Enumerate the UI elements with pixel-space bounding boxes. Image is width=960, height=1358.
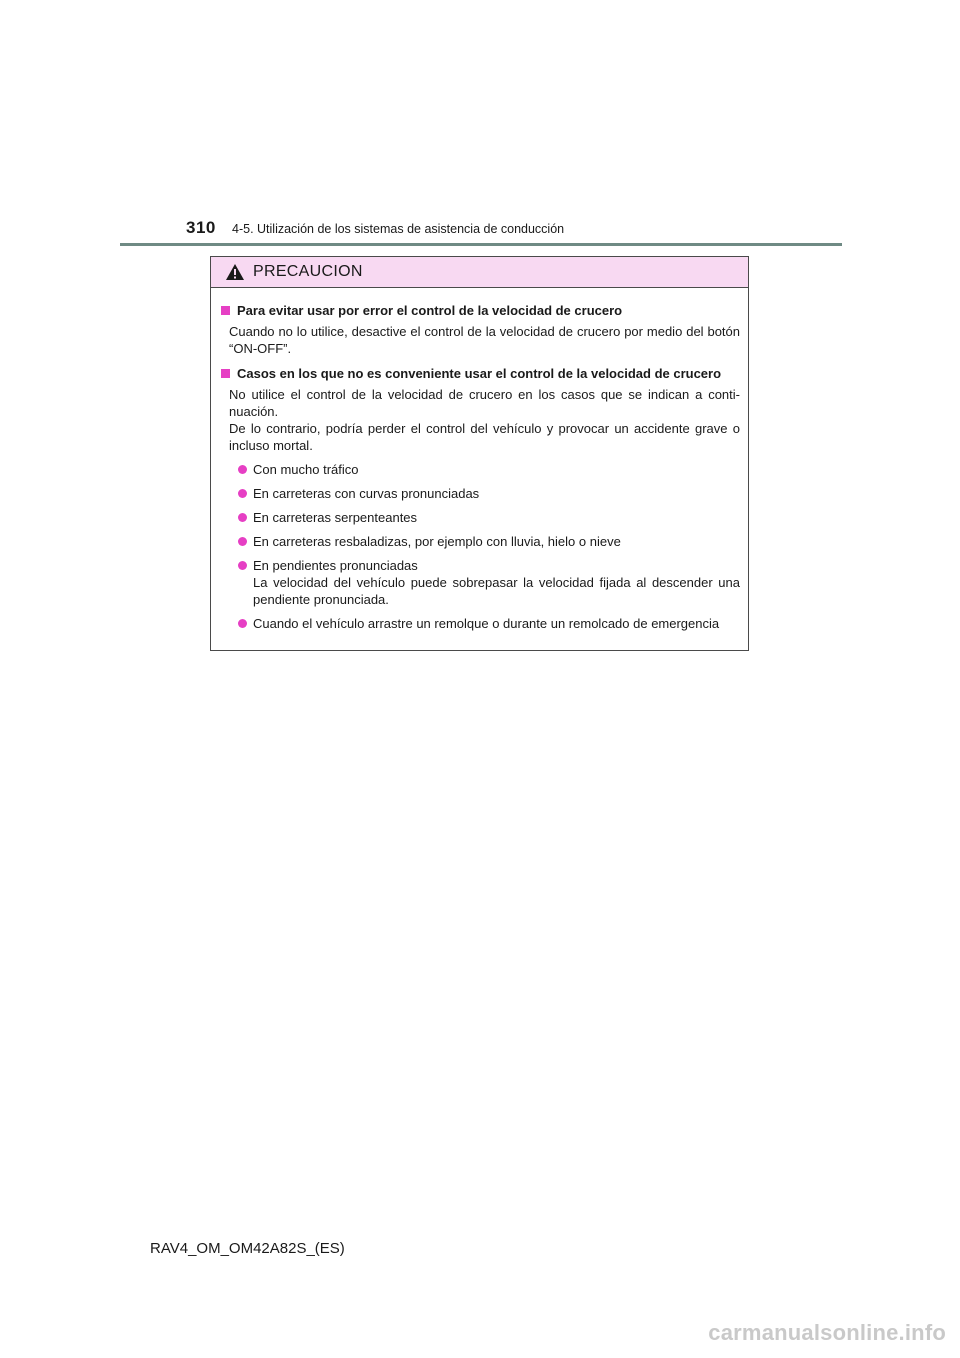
caution-body [211,288,748,632]
warning-triangle-icon [225,263,245,281]
caution-paragraph-1: Cuando no lo utilice, desactive el control de la velocidad de crucero por medio del botón “ON-OFF”. [229,324,740,356]
list-item-detail: La velocidad del vehículo puede sobrepasar la velocidad fijada al descender una pendiente pronunciada. [253,575,740,607]
paragraph-line: No utilice el control de la velocidad de crucero en los casos que se indican a conti-nuación. [229,387,740,419]
document-code: RAV4_OM_OM42A82S_(ES) [150,1240,345,1257]
dot-bullet [238,619,247,628]
heading-text: Casos en los que no es conveniente usar el control de la velocidad de crucero [237,366,722,381]
dot-bullet [238,561,247,570]
list-item-text: En carreteras resbaladizas, por ejemplo con lluvia, hielo o nieve [253,534,621,549]
list-item-text: En carreteras serpenteantes [253,510,418,525]
list-item-text: Con mucho tráfico [253,462,359,477]
list-item-text: Cuando el vehículo arrastre un remolque o durante un remolcado de emergencia [253,616,720,631]
caution-paragraph-2 [229,386,740,454]
dot-bullet [238,537,247,546]
dot-bullet [238,465,247,474]
watermark: carmanualsonline.info [708,1320,946,1345]
dot-bullet [238,489,247,498]
list-item [238,509,740,526]
list-item [238,557,740,608]
list-item-text: En pendientes pronunciadas [253,558,418,573]
caution-header [211,257,748,288]
caution-box [210,256,749,651]
square-bullet [221,306,230,315]
square-bullet [221,369,230,378]
list-item-content [253,557,740,608]
header-rule [120,243,842,246]
list-item-text: En carreteras con curvas pronunciadas [253,486,480,501]
page-number: 310 [186,218,216,237]
caution-title: PRECAUCION [253,263,363,280]
caution-heading-1 [221,302,740,319]
paragraph-line: De lo contrario, podría perder el control del vehículo y provocar un accidente grave o incluso mortal. [229,421,740,453]
list-item [238,485,740,502]
list-item [238,615,740,632]
dot-bullet [238,513,247,522]
heading-text: Para evitar usar por error el control de la velocidad de crucero [237,303,623,318]
caution-list [238,461,740,632]
list-item [238,461,740,478]
list-item [238,533,740,550]
caution-heading-2 [221,365,740,382]
section-title: 4-5. Utilización de los sistemas de asistencia de conducción [232,222,565,236]
